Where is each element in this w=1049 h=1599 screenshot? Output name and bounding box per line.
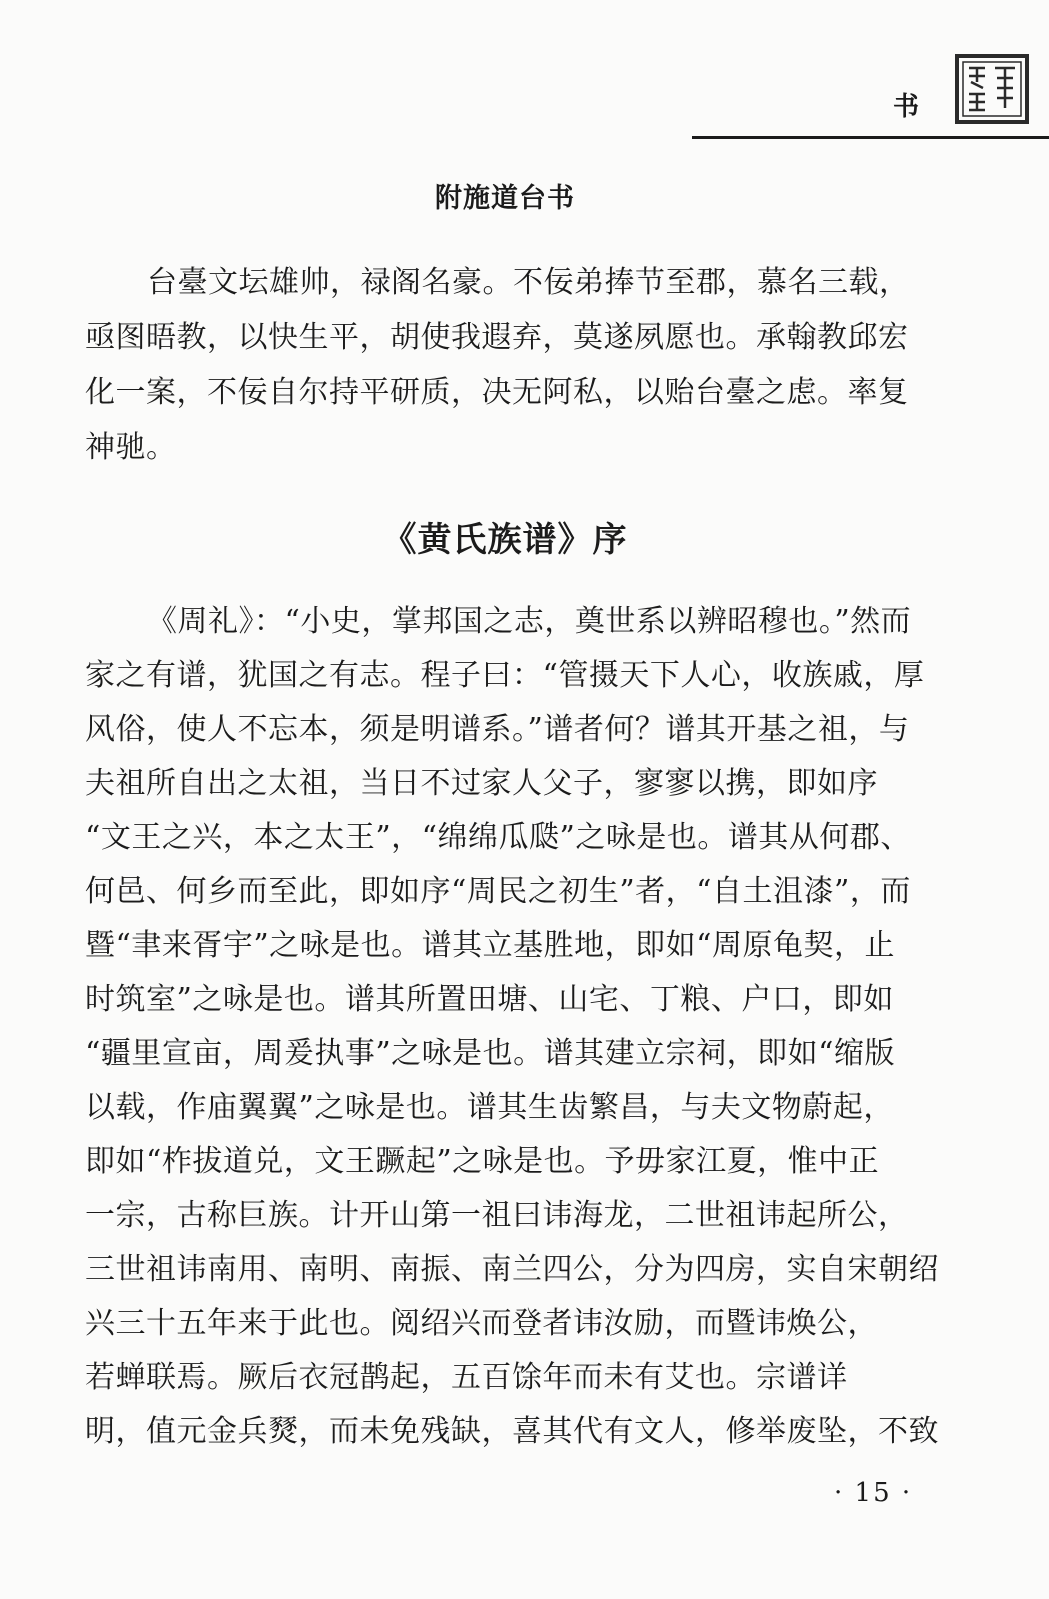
text-line: 兴三十五年来于此也。阅绍兴而登者讳汝励，而暨讳焕公， xyxy=(85,1306,878,1341)
text-line: 即如“柞拔道兑，文王蹶起”之咏是也。予毋家江夏，惟中正 xyxy=(85,1144,880,1179)
preface-paragraph xyxy=(85,595,939,1459)
section-title-letter: 附施道台书 xyxy=(435,183,575,214)
text-line: 风俗，使人不忘本，须是明谱系。”谱者何？谱其开基之祖，与 xyxy=(85,712,910,747)
text-line: 夫祖所自出之太祖，当日不过家人父子，寥寥以携，即如序 xyxy=(85,766,878,801)
page-number: · 15 · xyxy=(834,1478,913,1508)
text-line: 以载，作庙翼翼”之咏是也。谱其生齿繁昌，与夫文物蔚起， xyxy=(85,1090,894,1125)
text-line: 化一案，不佞自尔持平研质，决无阿私，以贻台臺之虑。率复 xyxy=(85,375,909,410)
text-line: 何邑、何乡而至此，即如序“周民之初生”者，“自土沮漆”，而 xyxy=(85,874,911,909)
text-line: 台臺文坛雄帅，禄阁名豪。不佞弟捧节至郡，慕名三载， xyxy=(147,265,910,300)
seal-stamp-icon xyxy=(955,52,1029,126)
running-head: 书 xyxy=(893,92,920,122)
letter-paragraph xyxy=(85,255,925,475)
text-line: 明，值元金兵燹，而未免残缺，喜其代有文人，修举废坠，不致 xyxy=(85,1414,939,1449)
text-line: 家之有谱，犹国之有志。程子曰：“管摄天下人心，收族戚，厚 xyxy=(85,658,925,693)
text-line: “疆里宣亩，周爰执事”之咏是也。谱其建立宗祠，即如“缩版 xyxy=(85,1036,896,1071)
text-line: 三世祖讳南用、南明、南振、南兰四公，分为四房，实自宋朝绍 xyxy=(85,1252,939,1287)
section-title-preface: 《黄氏族谱》序 xyxy=(382,520,628,560)
text-line: 《周礼》：“小史，掌邦国之志，奠世系以辨昭穆也。”然而 xyxy=(147,604,912,639)
header-rule xyxy=(692,136,1049,139)
text-line: 若蝉联焉。厥后衣冠鹊起，五百馀年而未有艾也。宗谱详 xyxy=(85,1360,848,1395)
text-line: 一宗，古称巨族。计开山第一祖曰讳海龙，二世祖讳起所公， xyxy=(85,1198,909,1233)
text-line: 神驰。 xyxy=(85,430,177,465)
text-line: 暨“聿来胥宇”之咏是也。谱其立基胜地，即如“周原龟契，止 xyxy=(85,928,896,963)
text-line: 亟图晤教，以快生平，胡使我遐弃，莫遂夙愿也。承翰教邱宏 xyxy=(85,320,909,355)
text-line: 时筑室”之咏是也。谱其所置田塘、山宅、丁粮、户口，即如 xyxy=(85,982,894,1017)
text-line: “文王之兴，本之太王”，“绵绵瓜瓞”之咏是也。谱其从何郡、 xyxy=(85,820,911,855)
